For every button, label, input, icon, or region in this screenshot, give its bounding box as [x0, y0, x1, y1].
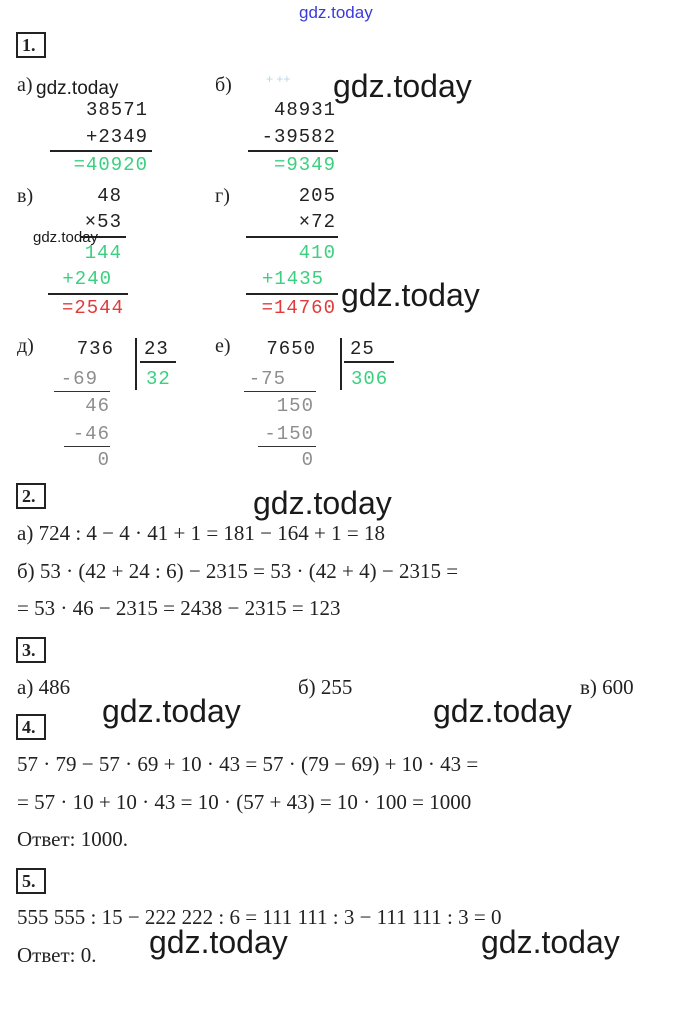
task-2-line-1: а) 724 : 4 − 4 · 41 + 1 = 181 − 164 + 1 = 18	[17, 521, 385, 545]
task-1e-remainder-2: 0	[301, 449, 314, 471]
watermark: gdz.today	[149, 924, 288, 960]
task-1d-divisor-rule	[140, 361, 176, 363]
task-1d-label: д)	[17, 335, 34, 357]
watermark: gdz.today	[102, 693, 241, 729]
task-4-answer: Ответ: 1000.	[17, 827, 128, 851]
task-5-line-1: 555 555 : 15 − 222 222 : 6 = 111 111 : 3 − 111 111 : 3 = 0	[17, 905, 502, 929]
task-1v-partial-2: +240	[62, 268, 112, 290]
watermark: gdz.today	[481, 924, 620, 960]
watermark: gdz.today	[253, 485, 392, 521]
task-1d-remainder-2: 0	[97, 449, 110, 471]
task-1e-subtrahend-2: -150	[264, 423, 314, 445]
task-1a-operand-2: +2349	[85, 126, 148, 148]
task-1e-subtrahend-1: -75	[248, 368, 286, 390]
task-1e-rule-1	[244, 391, 316, 392]
task-1e-rule-2	[258, 446, 316, 447]
task-1g-partial-1: 410	[298, 242, 336, 264]
task-1a-rule	[50, 150, 152, 152]
task-3-answer-b: б) 255	[298, 675, 353, 699]
task-1d-quotient: 32	[146, 368, 171, 390]
task-4-number: 4.	[16, 714, 46, 740]
task-1b-rule	[248, 150, 338, 152]
task-5-number: 5.	[16, 868, 46, 894]
task-1e-division-bar	[340, 338, 342, 390]
task-1e-divisor: 25	[350, 338, 375, 360]
task-1d-subtrahend-2: -46	[72, 423, 110, 445]
watermark-top: gdz.today	[299, 3, 373, 22]
task-3-answer-v: в) 600	[580, 675, 634, 699]
task-3-answer-a: а) 486	[17, 675, 71, 699]
task-1v-rule-2	[48, 293, 128, 295]
task-2-line-3: = 53 · 46 − 2315 = 2438 − 2315 = 123	[17, 596, 341, 620]
task-1a-result: =40920	[73, 154, 148, 176]
task-1g-rule-1	[246, 236, 338, 238]
task-1b-operand-1: 48931	[273, 99, 336, 121]
task-5-answer: Ответ: 0.	[17, 943, 97, 967]
task-1g-partial-2: +1435	[261, 268, 324, 290]
task-1g-operand-2: ×72	[298, 211, 336, 233]
task-1b-operand-2: -39582	[261, 126, 336, 148]
task-1g-rule-2	[246, 293, 338, 295]
task-1e-dividend: 7650	[266, 338, 316, 360]
task-1d-rule-2	[64, 446, 110, 447]
task-4-line-1: 57 · 79 − 57 · 69 + 10 · 43 = 57 · (79 − 69) + 10 · 43 =	[17, 752, 479, 776]
task-1v-result: =2544	[61, 297, 124, 319]
task-1b-result: =9349	[273, 154, 336, 176]
watermark: gdz.today	[433, 693, 572, 729]
task-4-line-2: = 57 · 10 + 10 · 43 = 10 · (57 + 43) = 10 · 100 = 1000	[17, 790, 472, 814]
faint-mark: + ++	[266, 72, 291, 86]
task-1e-remainder-1: 150	[276, 395, 314, 417]
watermark: gdz.today	[333, 68, 472, 104]
task-1a-operand-1: 38571	[85, 99, 148, 121]
task-1d-subtrahend-1: -69	[60, 368, 98, 390]
task-1e-quotient: 306	[351, 368, 389, 390]
task-1-number: 1.	[16, 32, 46, 58]
task-2-number: 2.	[16, 483, 46, 509]
task-1v-partial-1: 144	[84, 242, 122, 264]
task-1d-remainder-1: 46	[85, 395, 110, 417]
task-2-line-2: б) 53 · (42 + 24 : 6) − 2315 = 53 · (42 + 4) − 2315 =	[17, 559, 459, 583]
task-1v-label: в)	[17, 185, 34, 207]
task-1e-label: е)	[215, 335, 231, 357]
task-1g-operand-1: 205	[298, 185, 336, 207]
task-1e-divisor-rule	[344, 361, 394, 363]
task-3-number: 3.	[16, 637, 46, 663]
task-1g-result: =14760	[261, 297, 336, 319]
task-1g-label: г)	[215, 185, 230, 207]
task-1d-division-bar	[135, 338, 137, 390]
task-1d-rule-1	[54, 391, 110, 392]
task-1a-label: а)	[17, 74, 33, 96]
task-1v-operand-1: 48	[97, 185, 122, 207]
task-1v-operand-2: ×53	[84, 211, 122, 233]
task-1d-dividend: 736	[76, 338, 114, 360]
watermark: gdz.today	[33, 229, 99, 246]
watermark: gdz.today	[36, 78, 119, 99]
task-1d-divisor: 23	[144, 338, 169, 360]
task-1b-label: б)	[215, 74, 232, 96]
watermark: gdz.today	[341, 277, 480, 313]
